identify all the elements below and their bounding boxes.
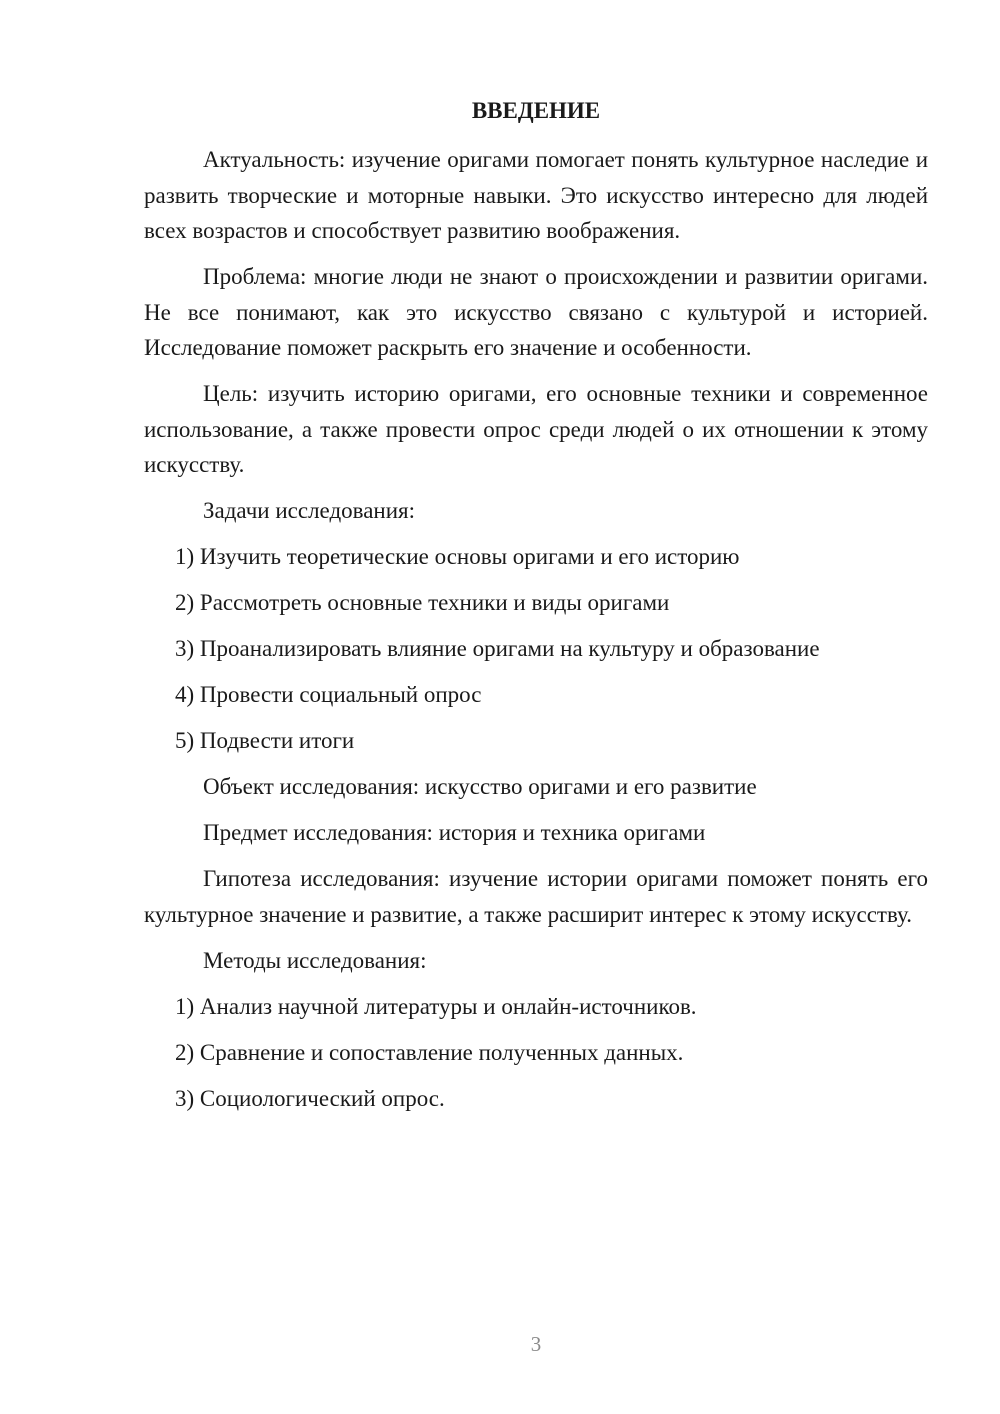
list-item: 2) Сравнение и сопоставление полученных данных. bbox=[175, 1039, 684, 1065]
list-item: 3) Проанализировать влияние оригами на культуру и образование bbox=[175, 636, 820, 661]
goal-paragraph: Цель: изучить историю оригами, его основные техники и современное использование, а также провести опрос среди людей о их отношении к этому искусству. bbox=[144, 381, 928, 477]
list-item: 2) Рассмотреть основные техники и виды оригами bbox=[175, 590, 670, 615]
methods-list bbox=[144, 989, 928, 1117]
subject-paragraph: Предмет исследования: история и техника оригами bbox=[203, 820, 706, 845]
list-item: 4) Провести социальный опрос bbox=[175, 682, 482, 707]
methods-heading: Методы исследования: bbox=[203, 947, 427, 973]
problem-paragraph: Проблема: многие люди не знают о происхождении и развитии оригами. Не все понимают, как это искусство связано с культурой и историей. Исследование поможет раскрыть его значение и особенности. bbox=[144, 264, 928, 360]
list-item: 1) Изучить теоретические основы оригами и его историю bbox=[175, 544, 740, 569]
document-body bbox=[144, 142, 928, 1127]
list-item: 1) Анализ научной литературы и онлайн-источников. bbox=[175, 993, 697, 1019]
tasks-heading: Задачи исследования: bbox=[203, 498, 416, 523]
tasks-list bbox=[144, 539, 928, 759]
list-item: 5) Подвести итоги bbox=[175, 728, 355, 753]
object-paragraph: Объект исследования: искусство оригами и его развитие bbox=[203, 774, 757, 799]
list-item: 3) Социологический опрос. bbox=[175, 1085, 445, 1111]
hypothesis-paragraph: Гипотеза исследования: изучение истории оригами поможет понять его культурное значение и развитие, а также расширит интерес к этому искусству. bbox=[144, 866, 928, 927]
relevance-paragraph: Актуальность: изучение оригами помогает понять культурное наследие и развить творческие и моторные навыки. Это искусство интересно для людей всех возрастов и способствует развитию воображения. bbox=[144, 147, 928, 243]
page-number: 3 bbox=[530, 1332, 542, 1356]
page-title: ВВЕДЕНИЕ bbox=[471, 98, 601, 123]
